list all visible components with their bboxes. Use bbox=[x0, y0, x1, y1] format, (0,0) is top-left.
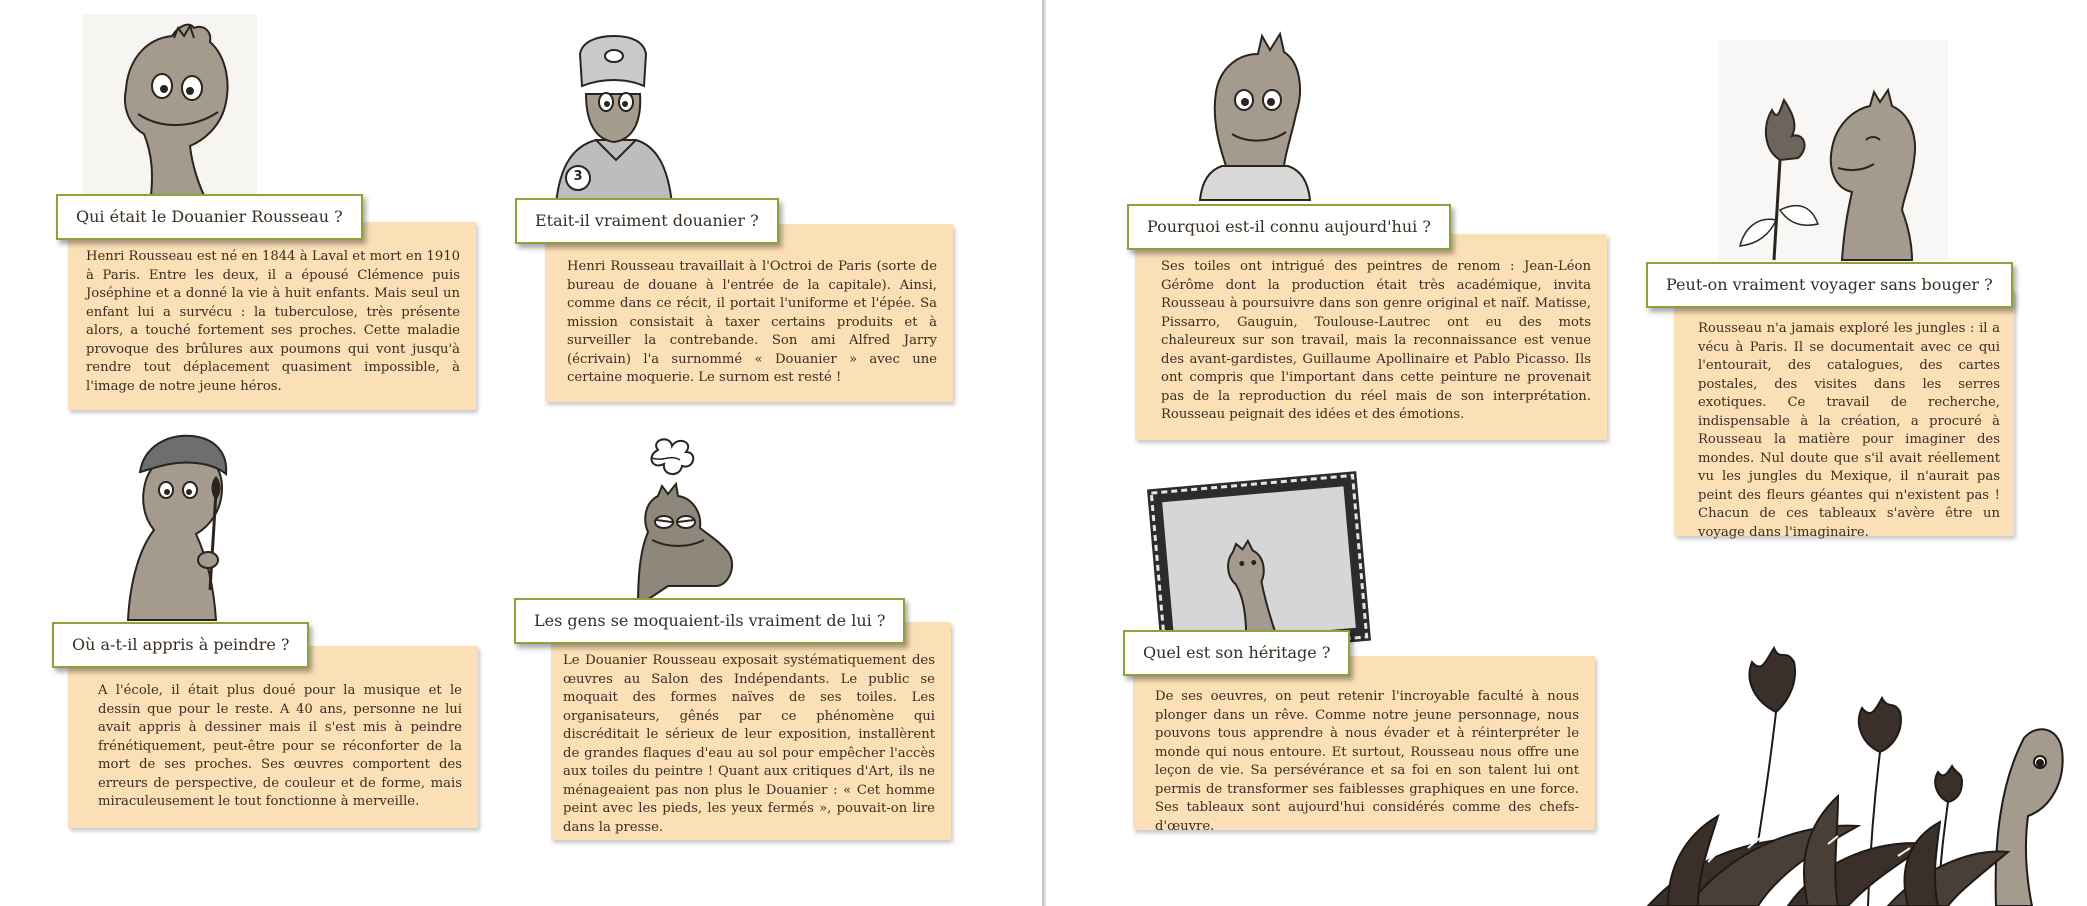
answer-box bbox=[1133, 656, 1595, 834]
answer-text: De ses oeuvres, on peut retenir l'incroyable faculté à nous plonger dans un rêve. Comme notre jeune personnage, nous pouvons tous apprendre à nous évader et à réinterpréter le monde qui nous entoure. Et surtout, Rousseau nous offre une leçon de vie. Sa persévérance et sa foi en son talent lui ont permis de transformer ses faiblesses graphiques en une force. Ses tableaux sont aujourd'hui considérés comme des chefs-d'œuvre. bbox=[1155, 689, 1579, 834]
grumpy-character-illustration bbox=[628, 436, 748, 606]
question-label: Peut-on vraiment voyager sans bouger ? bbox=[1646, 262, 2013, 308]
answer-text: Le Douanier Rousseau exposait systématiquement des œuvres au Salon des Indépendants. Le public se moquait des formes naïves de ses toiles. Les organisateurs, gênés par ce phénomène qui discréditait le sérieux de leur exposition, installèrent de grandes flaques d'eau au sol pour empêcher l'accès aux toiles du peintre ! Quant aux critiques d'Art, ils ne ménageaient pas non plus le Douanier : « Cet homme peint avec les pieds, les yeux fermés », pouvait-on lire dans la presse. bbox=[563, 653, 935, 835]
dreaming-character-illustration bbox=[1712, 40, 1952, 260]
answer-text: Henri Rousseau travaillait à l'Octroi de Paris (sorte de bureau de douane à l'entrée de la capitale). Ainsi, comme dans ce récit, il portait l'uniforme et l'épée. Sa mission consistait à taxer certains produits et à surveiller la contrebande. Son ami Alfred Jarry (écrivain) l'a surnommé « Douanier » avec une certaine moquerie. Le surnom est resté ! bbox=[567, 259, 937, 385]
answer-box bbox=[68, 222, 476, 410]
answer-text: A l'école, il était plus doué pour la musique et le dessin que pour le reste. A 40 ans, personne ne lui avait appris à dessiner mais il s'est mis à peindre frénétiquement, peut-être pour se réconforter de la mort de ses proches. Ses œuvres comportent des erreurs de perspective, de couleur et de forme, mais miraculeusement le tout fonctionne à merveille. bbox=[98, 683, 462, 809]
question-label: Où a-t-il appris à peindre ? bbox=[52, 622, 309, 668]
answer-box bbox=[551, 622, 951, 840]
question-label: Quel est son héritage ? bbox=[1123, 630, 1350, 676]
answer-text: Ses toiles ont intrigué des peintres de renom : Jean-Léon Gérôme dont la production était très académique, invita Rousseau à poursuivre dans son genre original et naïf. Matisse, Pissarro, Gauguin, Toulouse-Lautrec ont eu des mots chaleureux sur son travail, mais la reconnaissance est venue des avant-gardistes, Guillaume Apollinaire et Pablo Picasso. Ils ont compris que l'important dans cette peinture ne provenait pas de la reproduction du réel mais de son interprétation. Rousseau peignait des idées et des émotions. bbox=[1161, 259, 1591, 422]
answer-box bbox=[1674, 290, 2014, 540]
dino-character-illustration bbox=[82, 14, 262, 204]
answer-box bbox=[68, 646, 478, 828]
jungle-plants-illustration bbox=[1648, 612, 2087, 906]
question-label: Les gens se moquaient-ils vraiment de lui ? bbox=[514, 598, 905, 644]
question-label: Etait-il vraiment douanier ? bbox=[515, 198, 779, 244]
question-label: Pourquoi est-il connu aujourd'hui ? bbox=[1127, 204, 1451, 250]
answer-text: Rousseau n'a jamais exploré les jungles : il a vécu à Paris. Il se documentait avec ce qui l'entourait, des catalogues, des cartes postales, des visites dans les serres exotiques. Ce travail de recherche, indispensable à la création, a procuré à Rousseau la matière pour imaginer des mondes. Nul doute que s'il avait réellement vu les jungles du Mexique, il n'aurait pas peint des fleurs géantes qui n'existent pas ! Chacun de ces tableaux s'avère être un voyage dans l'imaginaire. bbox=[1698, 321, 2000, 540]
customs-officer-illustration bbox=[556, 34, 676, 204]
painter-character-illustration bbox=[118, 430, 248, 620]
curious-character-illustration bbox=[1196, 30, 1316, 200]
answer-text: Henri Rousseau est né en 1844 à Laval et mort en 1910 à Paris. Entre les deux, il a épousé Clémence puis Joséphine et a donné la vie à huit enfants. Mais seul un enfant lui a survécu : la tuberculose, très présente alors, a touché fortement ses proches. Cette maladie provoque des brûlures aux poumons qui vont jusqu'à rendre tout déplacement quasiment impossible, à l'image de notre jeune héros. bbox=[86, 249, 460, 394]
uniform-badge-number: 3 bbox=[573, 169, 583, 184]
answer-box bbox=[545, 224, 953, 402]
question-label: Qui était le Douanier Rousseau ? bbox=[56, 194, 363, 240]
answer-box bbox=[1135, 234, 1607, 440]
